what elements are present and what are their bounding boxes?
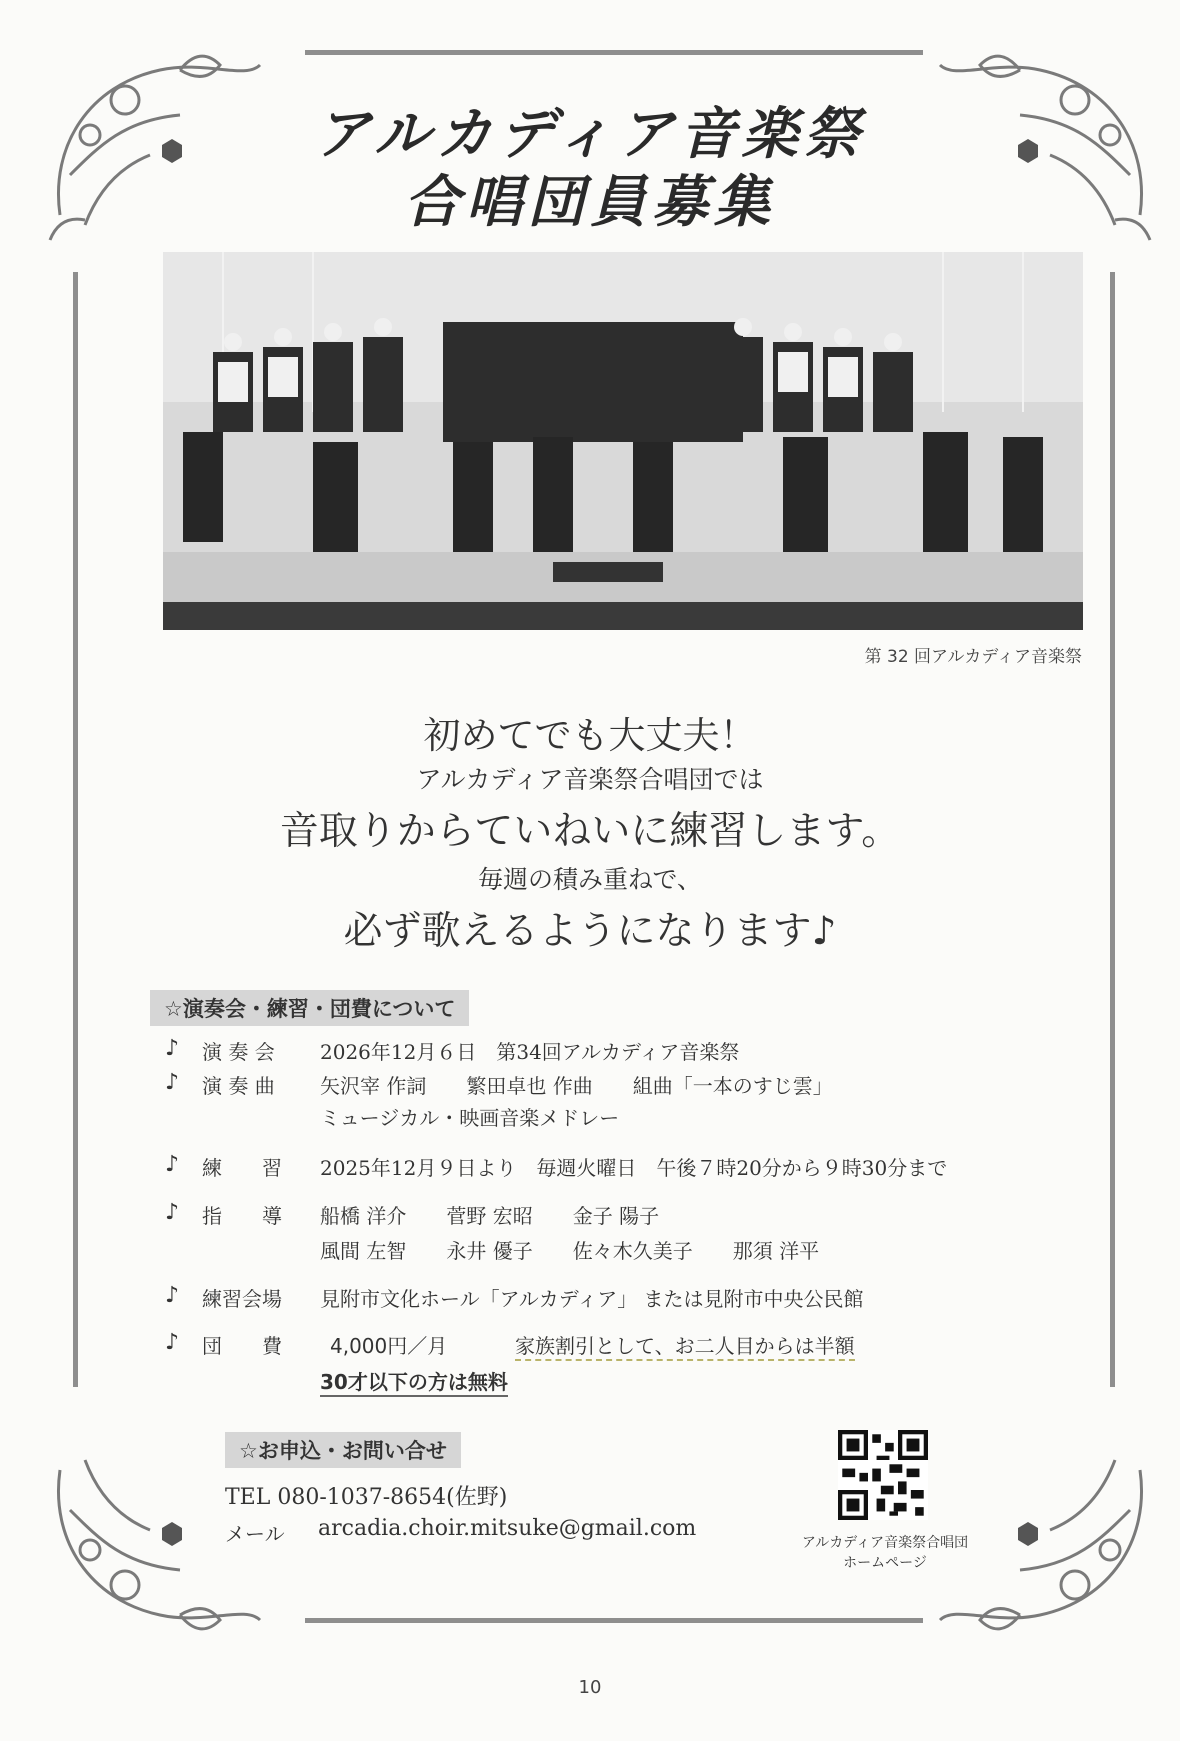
qr-caption-1: アルカディア音楽祭合唱団 <box>801 1535 969 1551</box>
page-number: 10 <box>578 1677 602 1698</box>
contact-mail-label: メール <box>225 1522 285 1546</box>
photo-caption: 第 32 回アルカディア音楽祭 <box>864 647 1082 667</box>
music-note-icon: ♪ <box>164 1200 180 1225</box>
music-note-icon: ♪ <box>164 1070 180 1095</box>
conductor-label: 指 導 <box>202 1204 282 1228</box>
intro-line4: 毎週の積み重ねで、 <box>478 865 702 894</box>
venue-value: 見附市文化ホール「アルカディア」 または見附市中央公民館 <box>320 1287 864 1311</box>
conductor-value-1: 船橋 洋介 菅野 宏昭 金子 陽子 <box>320 1204 660 1228</box>
fee-amount: 4,000円／月 <box>330 1334 448 1358</box>
details-heading: ☆演奏会・練習・団費について <box>150 990 469 1026</box>
concert-value: 2026年12月６日 第34回アルカディア音楽祭 <box>320 1040 740 1064</box>
pieces-value-1: 矢沢宰 作詞 繁田卓也 作曲 組曲「一本のすじ雲」 <box>320 1074 833 1098</box>
qr-caption-2: ホームページ <box>843 1555 927 1571</box>
qr-code-icon[interactable] <box>838 1430 928 1520</box>
contact-heading: ☆お申込・お問い合せ <box>225 1432 461 1468</box>
practice-value: 2025年12月９日より 毎週火曜日 午後７時20分から９時30分まで <box>320 1156 948 1180</box>
intro-line3: 音取りからていねいに練習します。 <box>279 809 901 854</box>
music-note-icon: ♪ <box>164 1036 180 1061</box>
fee-free: 30才以下の方は無料 <box>320 1366 508 1397</box>
intro-line1: 初めてでも大丈夫！ <box>423 714 757 757</box>
choir-photo <box>163 252 1083 630</box>
top-rule <box>305 50 923 55</box>
intro-line5: 必ず歌えるようになります♪ <box>343 909 837 954</box>
fee-label: 団 費 <box>202 1334 282 1358</box>
music-note-icon: ♪ <box>164 1283 180 1308</box>
pieces-label: 演 奏 曲 <box>202 1074 275 1098</box>
page-title-line2: 合唱団員募集 <box>404 170 776 235</box>
music-note-icon: ♪ <box>164 1330 180 1355</box>
intro-line2: アルカディア音楽祭合唱団では <box>416 765 764 794</box>
pieces-value-2: ミュージカル・映画音楽メドレー <box>320 1106 620 1130</box>
page-title-line1: アルカディア音楽祭 <box>314 102 866 167</box>
contact-tel: TEL 080-1037-8654(佐野) <box>225 1485 508 1510</box>
conductor-value-2: 風間 左智 永井 優子 佐々木久美子 那須 洋平 <box>320 1239 820 1263</box>
practice-label: 練 習 <box>202 1156 282 1180</box>
bottom-rule <box>305 1618 923 1623</box>
fee-discount: 家族割引として、お二人目からは半額 <box>515 1330 855 1361</box>
music-note-icon: ♪ <box>164 1152 180 1177</box>
venue-label: 練習会場 <box>202 1287 282 1311</box>
concert-label: 演 奏 会 <box>202 1040 275 1064</box>
contact-mail[interactable]: arcadia.choir.mitsuke@gmail.com <box>318 1516 697 1541</box>
